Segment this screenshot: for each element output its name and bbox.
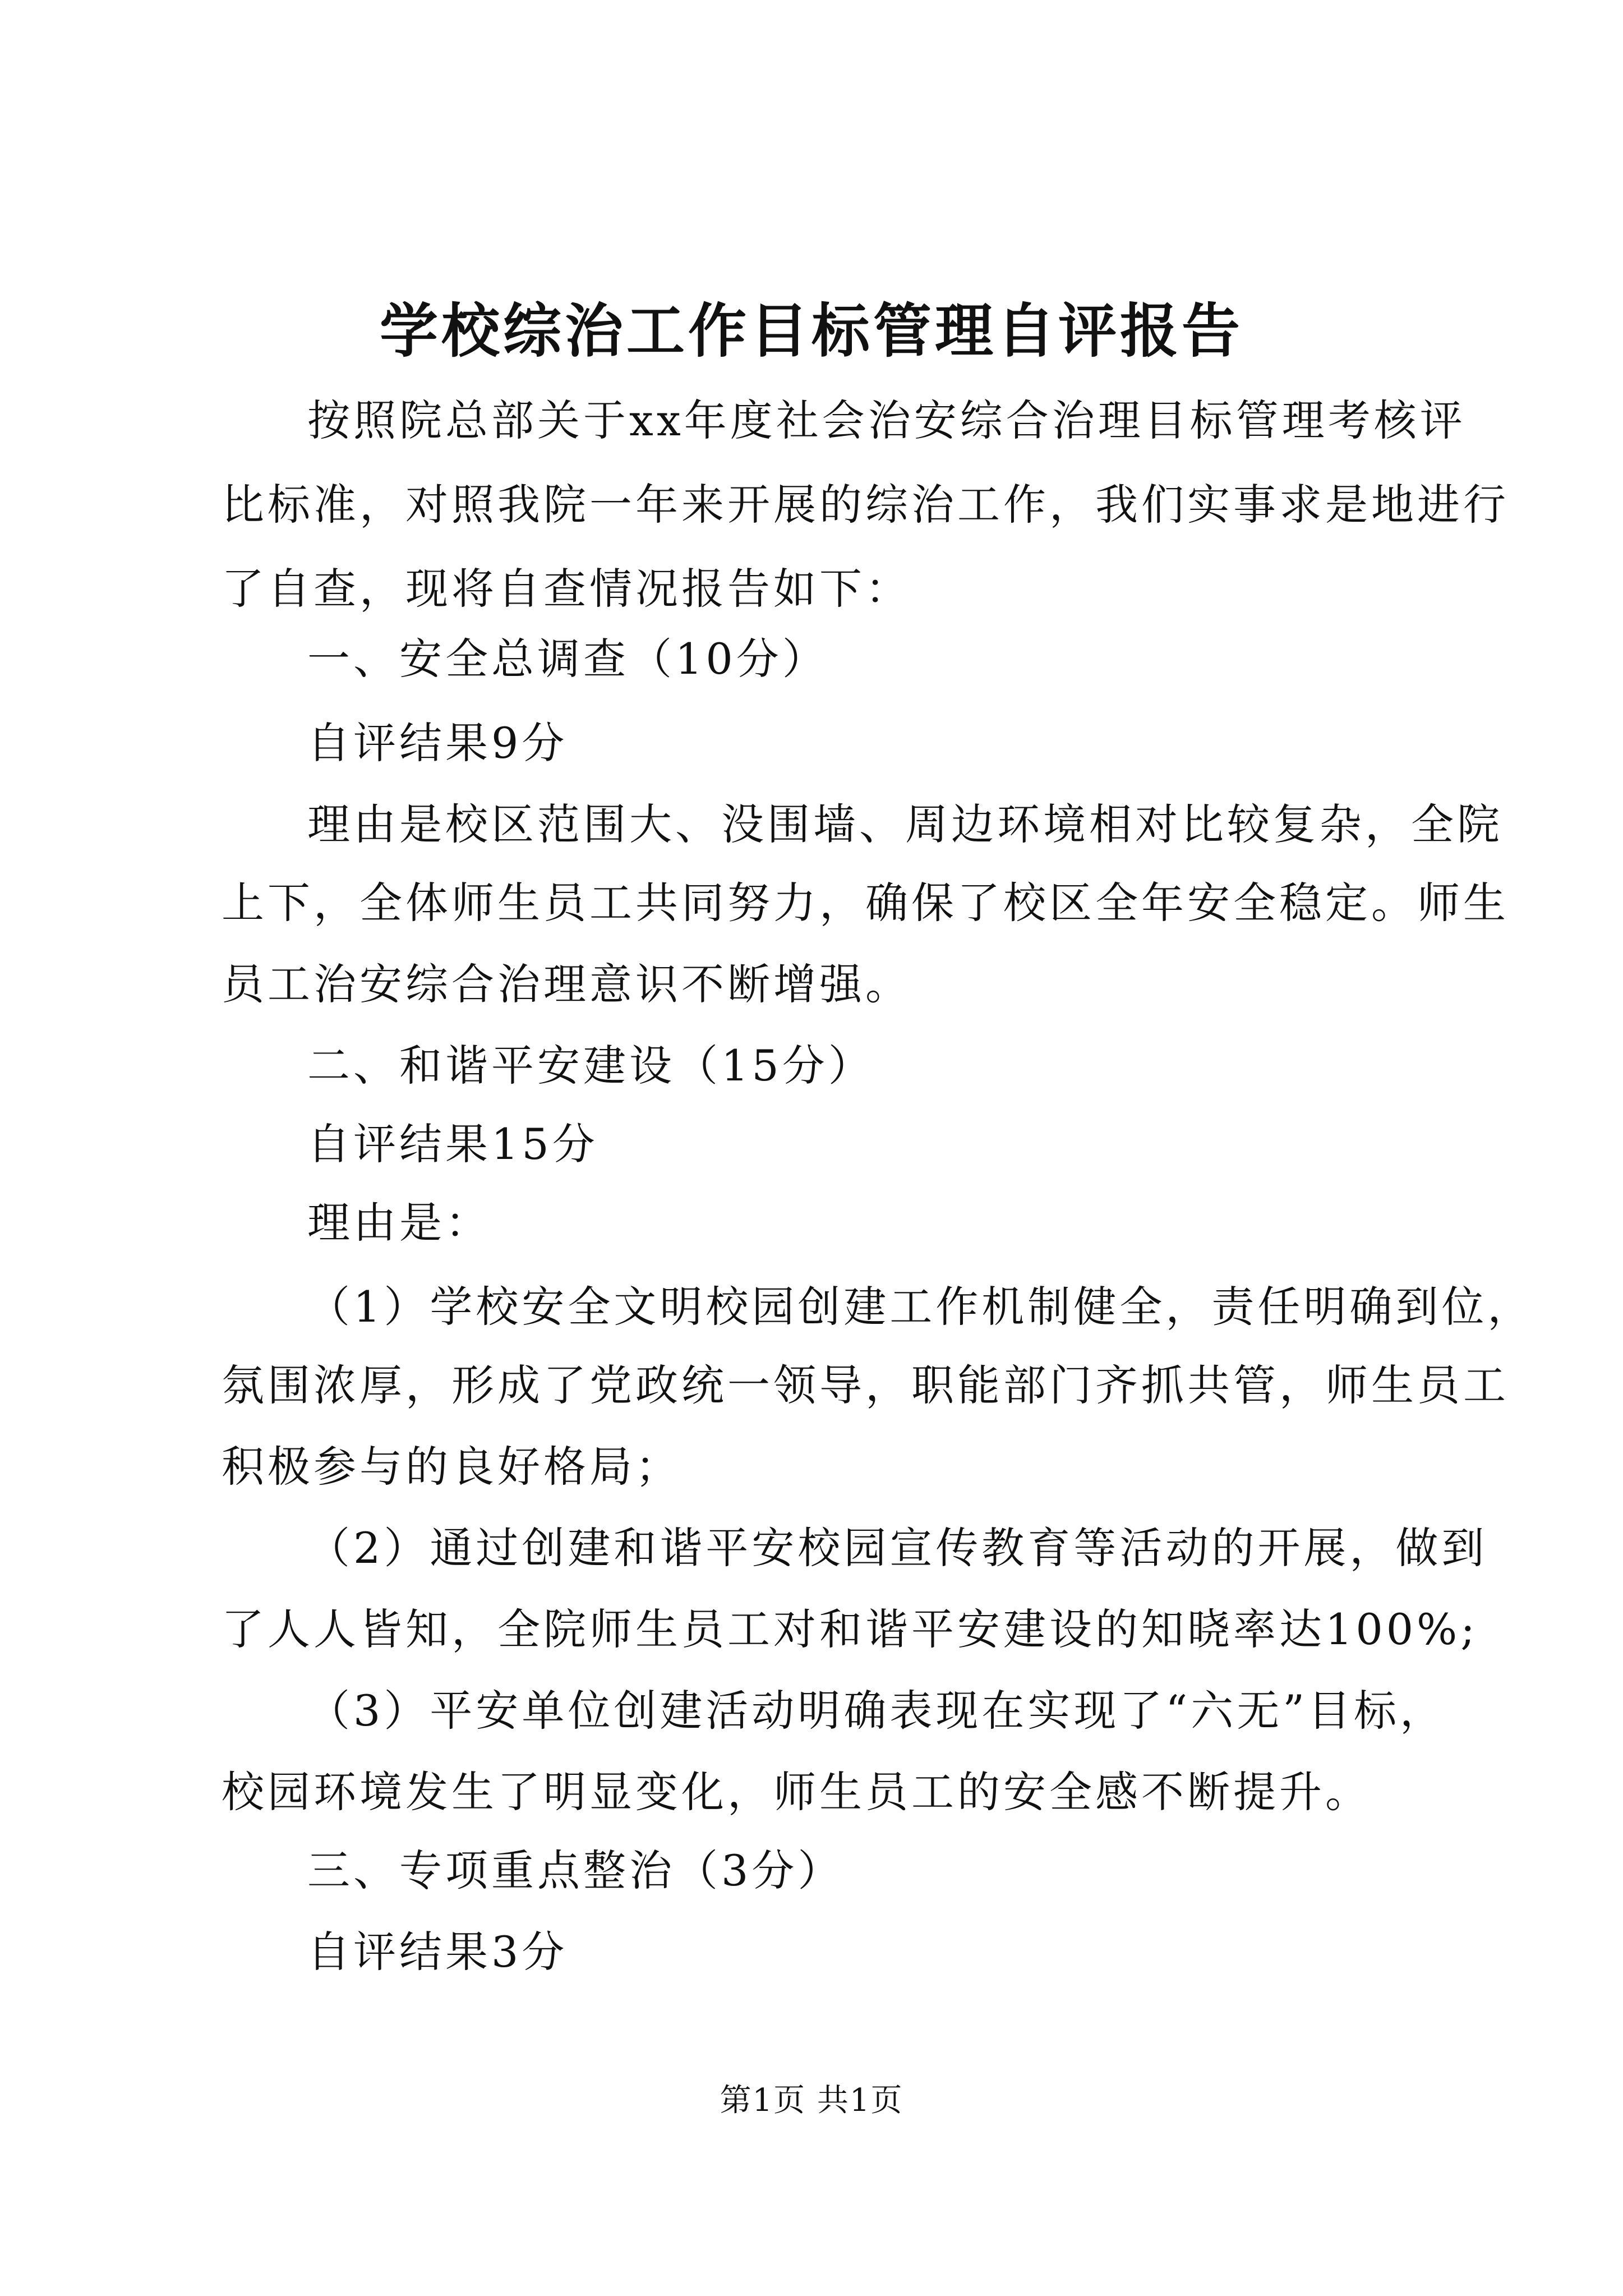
body-line-8: 员工治安综合治理意识不断增强。 bbox=[222, 959, 911, 1009]
body-line-6: 理由是校区范围大、没围墙、周边环境相对比较复杂，全院 bbox=[307, 799, 1503, 849]
document-title: 学校综治工作目标管理自评报告 bbox=[379, 296, 1243, 365]
body-line-13: 氛围浓厚，形成了党政统一领导，职能部门齐抓共管，师生员工 bbox=[222, 1360, 1509, 1410]
body-line-2: 比标准，对照我院一年来开展的综治工作，我们实事求是地进行 bbox=[222, 480, 1509, 530]
page-footer: 第1页 共1页 bbox=[720, 2082, 903, 2119]
body-line-7: 上下，全体师生员工共同努力，确保了校区全年安全稳定。师生 bbox=[222, 878, 1509, 928]
body-line-18: 校园环境发生了明显变化，师生员工的安全感不断提升。 bbox=[222, 1767, 1371, 1817]
body-line-16: 了人人皆知，全院师生员工对和谐平安建设的知晓率达100%; bbox=[222, 1604, 1478, 1654]
section-heading-1: 一、安全总调查（10分） bbox=[307, 634, 828, 684]
self-score-3: 自评结果3分 bbox=[307, 1927, 568, 1977]
body-line-15: （2）通过创建和谐平安校园宣传教育等活动的开展，做到 bbox=[307, 1523, 1488, 1573]
body-line-14: 积极参与的良好格局； bbox=[222, 1442, 681, 1492]
body-line-12: （1）学校安全文明校园创建工作机制健全，责任明确到位， bbox=[307, 1282, 1534, 1332]
body-line-17: （3）平安单位创建活动明确表现在实现了“六无”目标， bbox=[307, 1686, 1446, 1736]
self-score-1: 自评结果9分 bbox=[307, 718, 568, 768]
body-line-1: 按照院总部关于xx年度社会治安综合治理目标管理考核评 bbox=[307, 395, 1466, 445]
body-line-3: 了自查，现将自查情况报告如下： bbox=[222, 564, 911, 614]
section-heading-2: 二、和谐平安建设（15分） bbox=[307, 1041, 874, 1091]
reason-label: 理由是： bbox=[307, 1198, 491, 1248]
self-score-2: 自评结果15分 bbox=[307, 1119, 598, 1169]
section-heading-3: 三、专项重点整治（3分） bbox=[307, 1846, 844, 1895]
